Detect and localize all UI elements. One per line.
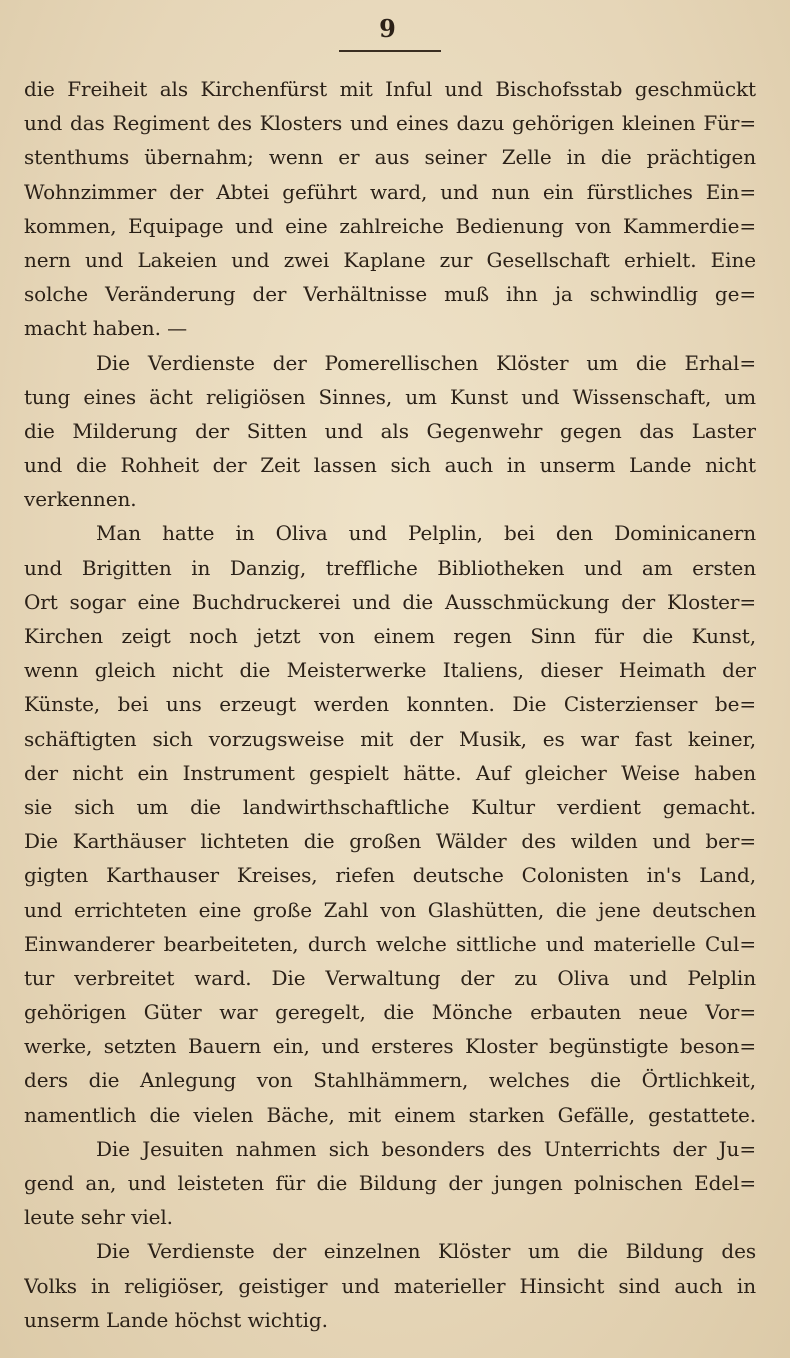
text-line: stenthums übernahm; wenn er aus seiner Zelle in die prächtigen [24, 145, 756, 170]
text-line: die Milderung der Sitten und als Gegenwehr gegen das Laster [24, 418, 756, 443]
text-line: Einwanderer bearbeiteten, durch welche sittliche und materielle Cul= [24, 931, 756, 956]
text-line: Kirchen zeigt noch jetzt von einem regen Sinn für die Kunst, [24, 624, 756, 648]
text-line: solche Veränderung der Verhältnisse muß ihn ja schwindlig ge= [24, 282, 756, 307]
text-line: gend an, und leisteten für die Bildung der jungen polnischen Edel= [24, 1171, 756, 1195]
text-line: unserm Lande höchst wichtig. [24, 1307, 328, 1332]
body-text [24, 72, 756, 1337]
text-line: gehörigen Güter war geregelt, die Mönche erbauten neue Vor= [24, 1000, 756, 1025]
text-line: und die Rohheit der Zeit lassen sich auch in unserm Lande nicht [24, 453, 756, 478]
text-line: die Freiheit als Kirchenfürst mit Inful und Bischofsstab geschmückt [24, 77, 756, 101]
header-rule [339, 50, 441, 52]
page-number: 9 [379, 14, 397, 43]
text-line: tung eines ächt religiösen Sinnes, um Kunst und Wissenschaft, um [24, 384, 756, 409]
text-line: nern und Lakeien und zwei Kaplane zur Gesellschaft erhielt. Eine [24, 247, 756, 272]
text-line: sie sich um die landwirthschaftliche Kultur verdient gemacht. [24, 794, 756, 819]
text-line: kommen, Equipage und eine zahlreiche Bedienung von Kammerdie= [24, 213, 756, 238]
text-line: Die Verdienste der Pomerellischen Klöster um die Erhal= [96, 350, 756, 375]
text-line: leute sehr viel. [24, 1205, 173, 1230]
text-line: ders die Anlegung von Stahlhämmern, welches die Örtlichkeit, [24, 1068, 756, 1093]
text-line: werke, setzten Bauern ein, und ersteres Kloster begünstigte beson= [24, 1034, 756, 1059]
text-line: und Brigitten in Danzig, treffliche Bibliotheken und am ersten [24, 555, 756, 580]
text-line: und das Regiment des Klosters und eines dazu gehörigen kleinen Für= [24, 111, 756, 136]
text-line: tur verbreitet ward. Die Verwaltung der zu Oliva und Pelplin [24, 965, 756, 990]
text-line: schäftigten sich vorzugsweise mit der Musik, es war fast keiner, [24, 726, 756, 751]
text-line: verkennen. [24, 487, 137, 512]
text-line: Ort sogar eine Buchdruckerei und die Ausschmückung der Kloster= [24, 589, 756, 614]
text-line: Künste, bei uns erzeugt werden konnten. Die Cisterzienser be= [24, 692, 756, 717]
text-line: Die Jesuiten nahmen sich besonders des Unterrichts der Ju= [96, 1136, 756, 1161]
text-line: Man hatte in Oliva und Pelplin, bei den Dominicanern [96, 521, 756, 546]
text-line: der nicht ein Instrument gespielt hätte. Auf gleicher Weise haben [24, 760, 756, 785]
text-line: und errichteten eine große Zahl von Glashütten, die jene deutschen [24, 897, 756, 922]
text-line: gigten Karthauser Kreises, riefen deutsche Colonisten in's Land, [24, 863, 756, 888]
text-line: Die Verdienste der einzelnen Klöster um die Bildung des [96, 1239, 756, 1264]
text-line: Die Karthäuser lichteten die großen Wälder des wilden und ber= [24, 829, 756, 854]
text-line: namentlich die vielen Bäche, mit einem starken Gefälle, gestattete. [24, 1102, 756, 1127]
text-line: Volks in religiöser, geistiger und materieller Hinsicht sind auch in [24, 1273, 756, 1298]
text-line: Wohnzimmer der Abtei geführt ward, und nun ein fürstliches Ein= [24, 179, 756, 204]
text-line: macht haben. — [24, 316, 188, 341]
text-line: wenn gleich nicht die Meisterwerke Italiens, dieser Heimath der [24, 658, 756, 683]
